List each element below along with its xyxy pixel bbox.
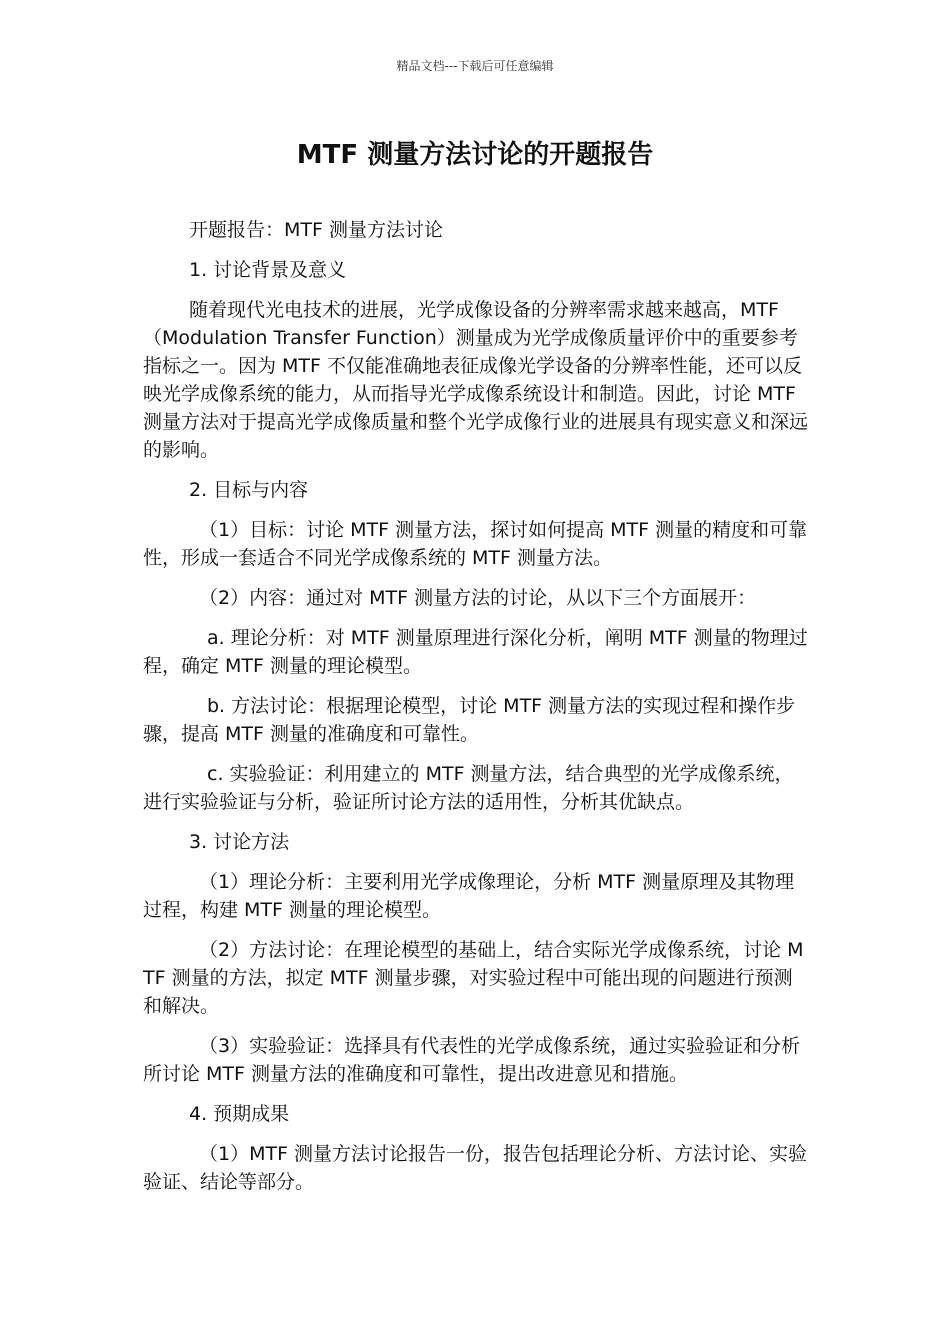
section-heading: 1. 讨论背景及意义 bbox=[189, 259, 347, 281]
paragraph: 随着现代光电技术的进展，光学成像设备的分辨率需求越来越高，MTF（Modulation Transfer Function）测量成为光学成像质量评价中的重要参考指标之一。因为 MTF 不仅能准确地表征成像光学设备的分辨率性能，还可以反映光学成像系统的能力，从而指导光学成像系统设计和制造。因此，讨论 MTF 测量方法对于提高光学成像质量和整个光学成像行业的进展具有现实意义和深远的影响。 bbox=[143, 299, 809, 461]
document-title: MTF 测量方法讨论的开题报告 bbox=[296, 140, 654, 170]
list-item: a. 理论分析：对 MTF 测量原理进行深化分析，阐明 MTF 测量的物理过程，确定 MTF 测量的理论模型。 bbox=[143, 627, 808, 677]
header-note: 精品文档---下载后可任意编辑 bbox=[396, 59, 554, 73]
paragraph: （3）实验验证：选择具有代表性的光学成像系统，通过实验验证和分析所讨论 MTF 测量方法的准确度和可靠性，提出改进意见和措施。 bbox=[143, 1035, 801, 1085]
paragraph: 开题报告：MTF 测量方法讨论 bbox=[189, 219, 443, 241]
list-item: b. 方法讨论：根据理论模型，讨论 MTF 测量方法的实现过程和操作步骤，提高 MTF 测量的准确度和可靠性。 bbox=[143, 695, 796, 745]
section-heading: 4. 预期成果 bbox=[189, 1103, 290, 1125]
section-heading: 2. 目标与内容 bbox=[189, 479, 309, 501]
section-heading: 3. 讨论方法 bbox=[189, 831, 290, 853]
document-body bbox=[143, 216, 808, 1208]
paragraph: （1）理论分析：主要利用光学成像理论，分析 MTF 测量原理及其物理过程，构建 MTF 测量的理论模型。 bbox=[143, 871, 795, 921]
list-item: c. 实验验证：利用建立的 MTF 测量方法，结合典型的光学成像系统，进行实验验证与分析，验证所讨论方法的适用性，分析其优缺点。 bbox=[143, 763, 794, 813]
paragraph: （1）MTF 测量方法讨论报告一份，报告包括理论分析、方法讨论、实验验证、结论等部分。 bbox=[143, 1143, 808, 1193]
paragraph: （1）目标：讨论 MTF 测量方法，探讨如何提高 MTF 测量的精度和可靠性，形成一套适合不同光学成像系统的 MTF 测量方法。 bbox=[143, 519, 808, 569]
paragraph: （2）内容：通过对 MTF 测量方法的讨论，从以下三个方面展开： bbox=[199, 587, 757, 609]
paragraph: （2）方法讨论：在理论模型的基础上，结合实际光学成像系统，讨论 MTF 测量的方法，拟定 MTF 测量步骤，对实验过程中可能出现的问题进行预测和解决。 bbox=[143, 939, 804, 1017]
